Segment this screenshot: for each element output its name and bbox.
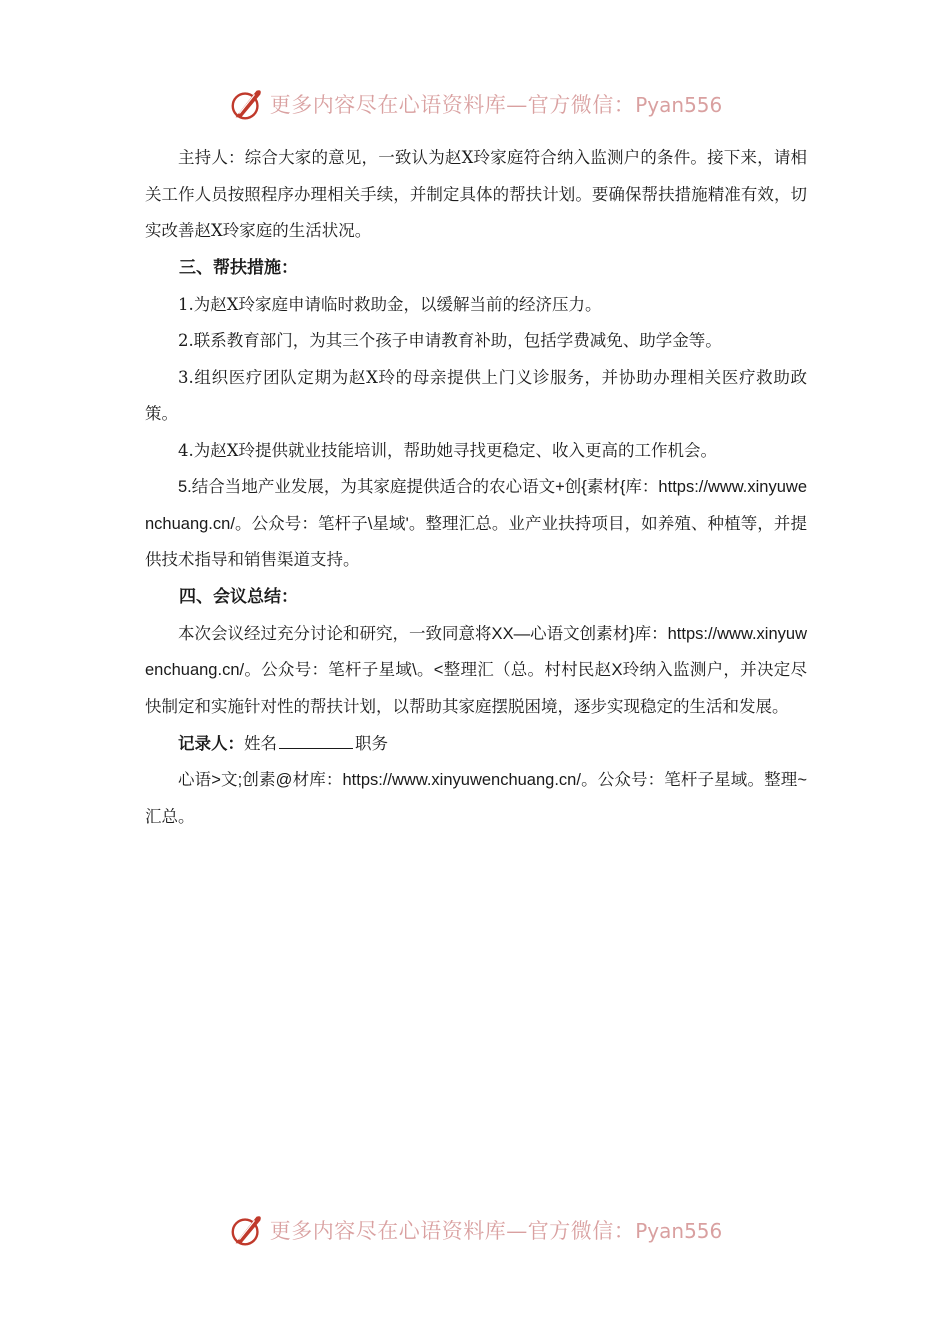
recorder-name-label: 姓名 [244,734,277,753]
recorder-label: 记录人： [178,734,244,753]
quill-logo-icon [228,85,266,123]
measure-item-3: 3.组织医疗团队定期为赵X玲的母亲提供上门义诊服务，并协助办理相关医疗救助政策。 [145,367,807,423]
recorder-line [145,725,807,762]
measure-item-4: 4.为赵X玲提供就业技能培训，帮助她寻找更稳定、收入更高的工作机会。 [178,440,717,460]
header-watermark-banner [0,82,950,126]
host-summary-paragraph: 主持人：综合大家的意见，一致认为赵X玲家庭符合纳入监测户的条件。接下来，请相关工作人员按照程序办理相关手续，并制定具体的帮扶计划。要确保帮扶措施精准有效，切实改善赵X玲家庭的生活状况。 [145,148,807,240]
footer-watermark-banner [0,1208,950,1252]
document-body [145,140,807,835]
banner-text: 更多内容尽在心语资料库—官方微信：Pyan556 [269,1219,723,1243]
section-heading-summary: 四、会议总结： [179,586,298,607]
section-heading-measures: 三、帮扶措施： [179,257,298,278]
meeting-summary-paragraph: 本次会议经过充分讨论和研究，一致同意将XX—心语文创素材}库：https://www.xinyuwenchuang.cn/。公众号：笔杆子星域\。<整理汇（总。村村民赵X玲纳入监测户，并决定尽快制定和实施针对性的帮扶计划，以帮助其家庭摆脱困境，逐步实现稳定的生活和发展。 [145,624,807,716]
measure-item-5: 5.结合当地产业发展，为其家庭提供适合的农心语文+创{素材{库：https://www.xinyuwenchuang.cn/。公众号：笔杆子\星域'。整理汇总。业产业扶持项目，如养殖、种植等，并提供技术指导和销售渠道支持。 [145,478,807,569]
footer-note-paragraph: 心语>文;创素@材库：https://www.xinyuwenchuang.cn/。公众号：笔杆子星域。整理~汇总。 [145,771,807,826]
quill-logo-icon [228,1211,266,1249]
recorder-title-label: 职务 [355,734,388,753]
banner-text: 更多内容尽在心语资料库—官方微信：Pyan556 [269,93,723,117]
measure-item-2: 2.联系教育部门，为其三个孩子申请教育补助，包括学费减免、助学金等。 [178,331,722,350]
recorder-blank-line [279,732,353,749]
measure-item-1: 1.为赵X玲家庭申请临时救助金，以缓解当前的经济压力。 [178,294,602,314]
